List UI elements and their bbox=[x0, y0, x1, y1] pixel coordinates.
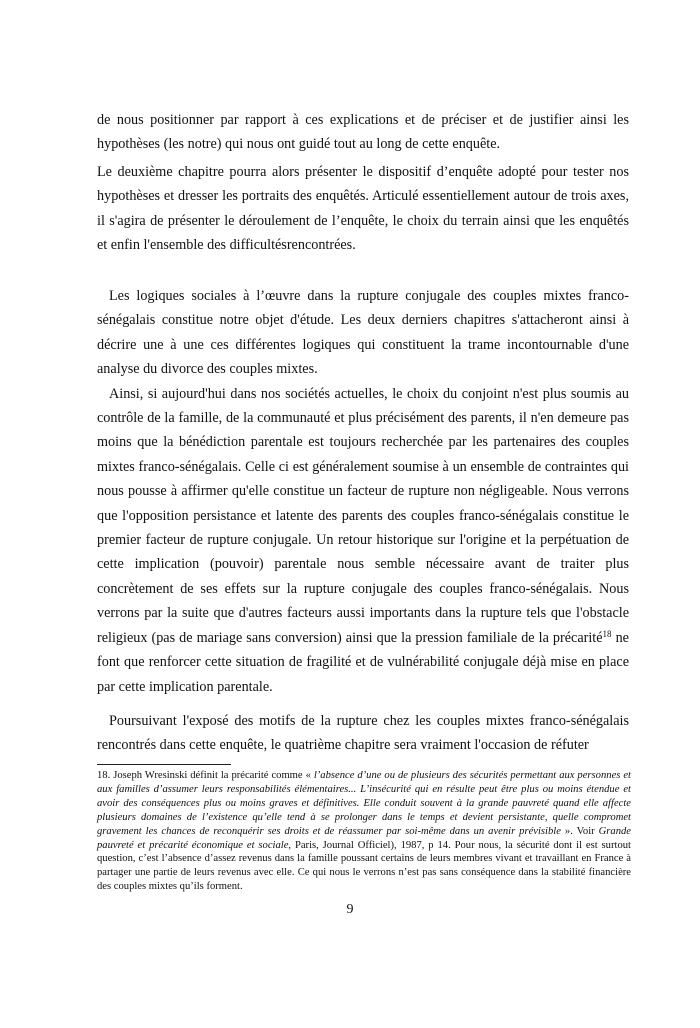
paragraph-3-text: Les logiques sociales à l’œuvre dans la rupture conjugale des couples mixtes franco-sénégalais constitue notre objet d'étude. Les deux derniers chapitres s'attacheront ainsi à décrire une à une ces différentes logiques qui constituent la trame incontournable d'une analyse du divorce des couples mixtes. bbox=[97, 288, 629, 378]
page-number: 9 bbox=[346, 902, 354, 917]
footnote-number: 18. bbox=[97, 770, 111, 781]
footnote-reference[interactable]: 18 bbox=[602, 628, 612, 639]
paragraph-4 bbox=[97, 382, 629, 699]
paragraph-1-text: de nous positionner par rapport à ces explications et de préciser et de justifier ainsi les hypothèses (les notre) qui nous ont guidé tout au long de cette enquête. bbox=[97, 112, 629, 153]
paragraph-2-text: Le deuxième chapitre pourra alors présenter le dispositif d’enquête adopté pour tester nos hypothèses et dresser les portraits des enquêtés. Articulé essentiellement autour de trois axes, il s'agira de présenter le déroulement de l’enquête, le choix du terrain ainsi que les enquêtés et enfin l'ensemble des difficultésrencontrées. bbox=[97, 164, 629, 254]
footnote-quote: l’absence d’une ou de plusieurs des sécurités permettant aux personnes et aux familles d’assumer leurs responsabilités élémentaires... L’insécurité qui en résulte peut être plus ou moins étendue et avoir des conséquences plus ou moins graves et définitives. Elle conduit souvent à la grande pauvreté quand elle affecte plusieurs domaines de l’existence qu’elle tend à se prolonger dans le temps et devient persistante, quelle compromet gravement les chances de reconquérir ses droits et de réassumer par soi-même dans un avenir prévisible bbox=[97, 770, 631, 837]
paragraph-2 bbox=[97, 160, 629, 258]
paragraph-1 bbox=[97, 108, 629, 157]
footnote-separator bbox=[97, 764, 231, 765]
footnote-lead: Joseph Wresinski définit la précarité comme « bbox=[110, 770, 314, 781]
footnote-source-title: Grande pauvreté et précarité économique et sociale bbox=[97, 825, 631, 851]
footnote-source-rest: , Paris, Journal Officiel), 1987, p 14. Pour nous, la sécurité dont il est surtout question, c’est l’absence d’assez revenus dans la famille poussant certains de leurs membres vivant et travaillant en France à partager une partie de leurs revenus avec elle. Ce qui nous le verrons n’est pas sans conséquence dans la stabilité financière des couples mixtes qu’ils forment. bbox=[97, 839, 631, 893]
paragraph-group-3-4 bbox=[97, 284, 629, 699]
paragraph-4-tail: ne font que renforcer cette situation de fragilité et de vulnérabilité conjugale déjà mise en place par cette implication parentale. bbox=[97, 629, 629, 695]
footnote-after-quote: ». Voir bbox=[560, 825, 599, 837]
paragraph-5 bbox=[97, 709, 629, 758]
paragraph-5-text: Poursuivant l'exposé des motifs de la rupture chez les couples mixtes franco-sénégalais rencontrés dans cette enquête, le quatrième chapitre sera vraiment l'occasion de réfuter bbox=[97, 713, 629, 754]
paragraph-4-text: Ainsi, si aujourd'hui dans nos sociétés actuelles, le choix du conjoint n'est plus soumis au contrôle de la famille, de la communauté et plus précisément des parents, il n'en demeure pas moins que la bénédiction parentale est toujours recherchée par les partenaires des couples mixtes franco-sénégalais. Celle ci est généralement soumise à un ensemble de contraintes qui nous pousse à affirmer qu'elle constitue un facteur de rupture non négligeable. Nous verrons que l'opposition persistance et latente des parents des couples franco-sénégalais constitue le premier facteur de rupture conjugale. Un retour historique sur l'origine et la perpétuation de cette implication (pouvoir) parentale nous semble nécessaire avant de traiter plus concrètement de ses effets sur la rupture conjugale des couples franco-sénégalais. Nous verrons par la suite que d'autres facteurs aussi importants dans la rupture tels que l'obstacle religieux (pas de mariage sans conversion) ainsi que la pression familiale de la précarité bbox=[97, 385, 629, 646]
footnote-18 bbox=[97, 769, 631, 894]
